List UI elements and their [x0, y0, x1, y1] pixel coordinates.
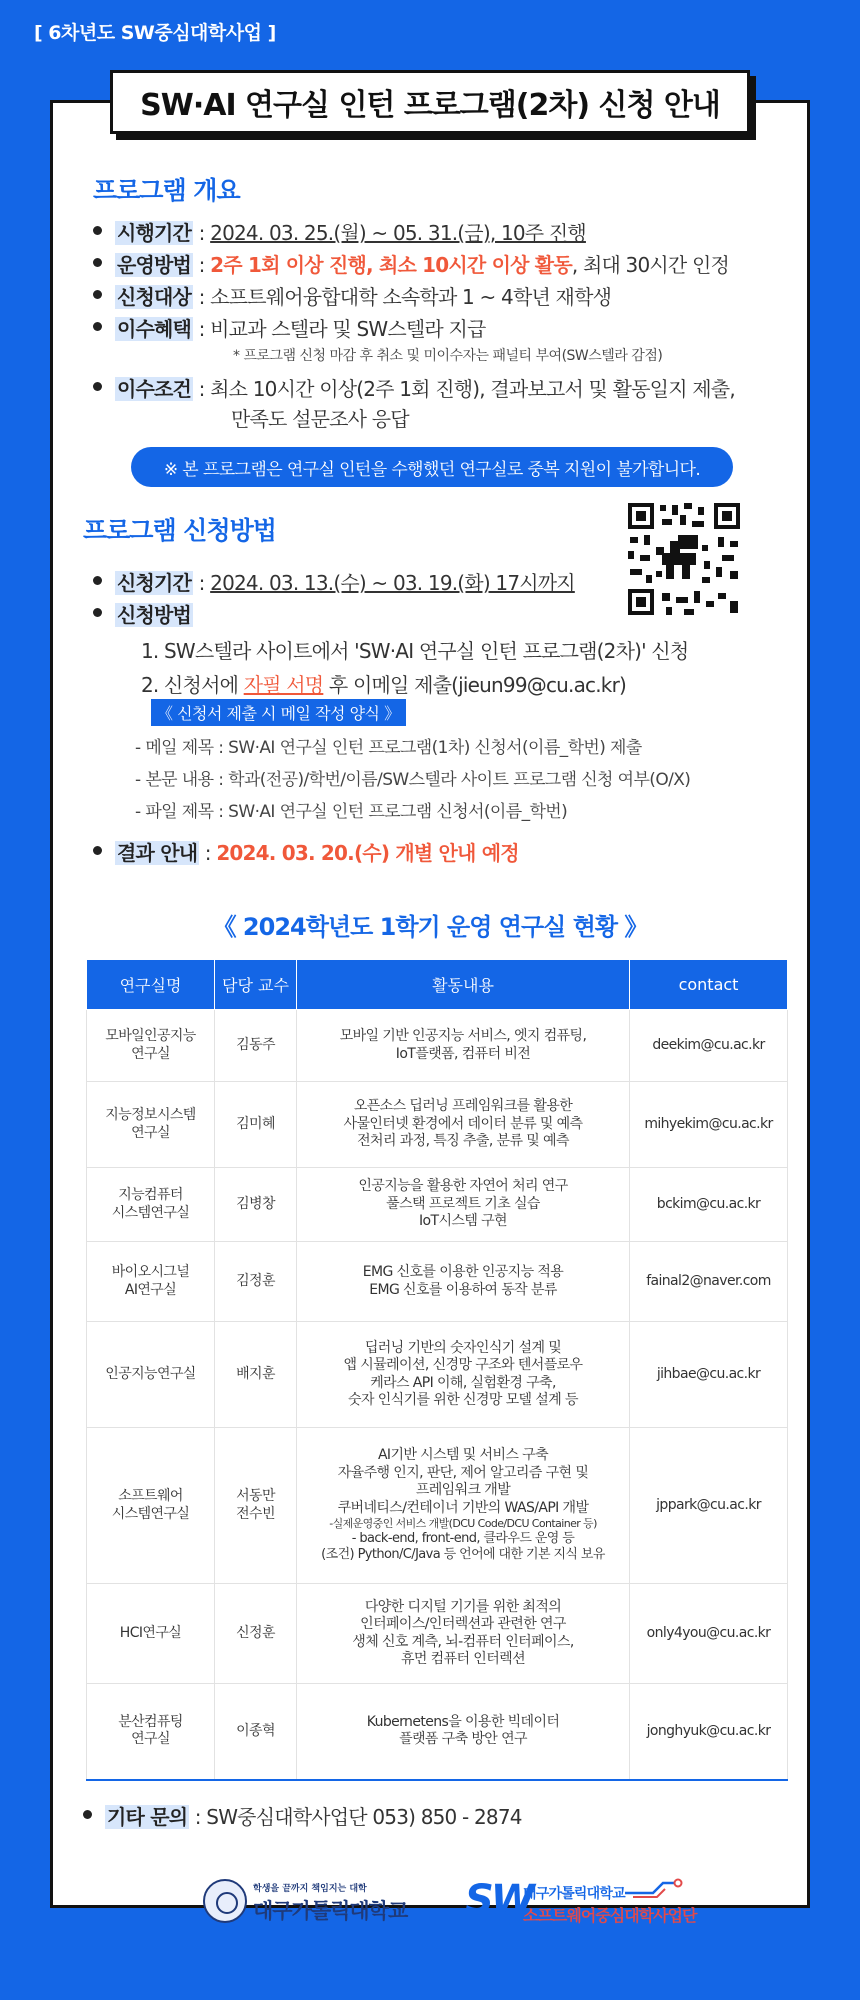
lab-professor-cell: 김정훈 — [215, 1242, 297, 1322]
labs-table — [86, 959, 788, 1781]
mail-form-heading: 《 신청서 제출 시 메일 작성 양식 》 — [151, 699, 406, 726]
labs-heading: 《 2024학년도 1학기 운영 연구실 현황 》 — [212, 913, 648, 941]
lab-contact-cell: bckim@cu.ac.kr — [630, 1168, 788, 1242]
overview-item-target: 신청대상 : 소프트웨어융합대학 소속학과 1 ~ 4학년 재학생 — [115, 281, 611, 310]
mail-form-line: - 본문 내용 : 학과(전공)/학번/이름/SW스텔라 사이트 프로그램 신청 여부(O/X) — [135, 770, 691, 790]
col-header-lab: 연구실명 — [87, 960, 215, 1010]
lab-contact-cell: jppark@cu.ac.kr — [630, 1428, 788, 1584]
sw-logo-mark: SW — [465, 1877, 532, 1923]
footer-logos — [203, 1873, 697, 1933]
inquiry-contact: 기타 문의 : SW중심대학사업단 053) 850 - 2874 — [105, 1801, 522, 1830]
lab-name-cell: 소프트웨어 시스템연구실 — [87, 1428, 215, 1584]
university-slogan: 학생을 끝까지 책임지는 대학 — [253, 1884, 367, 1894]
apply-heading: 프로그램 신청방법 — [83, 516, 276, 545]
lab-professor-cell: 김미혜 — [215, 1082, 297, 1168]
apply-step-2: 2. 신청서에 자필 서명 후 이메일 제출(jieun99@cu.ac.kr) — [141, 673, 626, 697]
mail-form-line: - 파일 제목 : SW·AI 연구실 인턴 프로그램 신청서(이름_학번) — [135, 802, 568, 822]
lab-activity-cell: 딥러닝 기반의 숫자인식기 설계 및 앱 시뮬레이션, 신경망 구조와 텐서플로우 케라스 API 이해, 실험환경 구축, 숫자 인식기를 위한 신경망 모델 설계 등 — [297, 1322, 630, 1428]
lab-professor-cell: 배지훈 — [215, 1322, 297, 1428]
result-notice: 결과 안내 : 2024. 03. 20.(수) 개별 안내 예정 — [115, 837, 519, 866]
col-header-professor: 담당 교수 — [215, 960, 297, 1010]
lab-activity-cell: EMG 신호를 이용한 인공지능 적용 EMG 신호를 이용하여 동작 분류 — [297, 1242, 630, 1322]
university-seal-icon — [203, 1879, 247, 1923]
mail-form-line: - 메일 제목 : SW·AI 연구실 인턴 프로그램(1차) 신청서(이름_학번) 제출 — [135, 738, 642, 758]
circuit-swoosh-icon — [623, 1877, 683, 1899]
col-header-activity: 활동내용 — [297, 960, 630, 1010]
condition-continuation: 만족도 설문조사 응답 — [231, 407, 409, 431]
labs-header-row — [87, 960, 788, 1010]
lab-professor-cell: 신정훈 — [215, 1584, 297, 1684]
overview-heading: 프로그램 개요 — [93, 176, 240, 205]
duplicate-notice: ※ 본 프로그램은 연구실 인턴을 수행했던 연구실로 중복 지원이 불가합니다. — [131, 447, 733, 487]
overview-item-method: 운영방법 : 2주 1회 이상 진행, 최소 10시간 이상 활동, 최대 30시간 인정 — [115, 249, 729, 278]
lab-name-cell: 모바일인공지능 연구실 — [87, 1010, 215, 1082]
sw-logo-line1: 대구가톨릭대학교 — [523, 1886, 625, 1902]
lab-activity-cell: 오픈소스 딥러닝 프레임워크를 활용한 사물인터넷 환경에서 데이터 분류 및 예측 전처리 과정, 특징 추출, 분류 및 예측 — [297, 1082, 630, 1168]
lab-row — [87, 1684, 788, 1780]
overview-item-condition: 이수조건 : 최소 10시간 이상(2주 1회 진행), 결과보고서 및 활동일지 제출, — [115, 373, 735, 402]
lab-name-cell: 지능컴퓨터 시스템연구실 — [87, 1168, 215, 1242]
overview-item-benefit: 이수혜택 : 비교과 스텔라 및 SW스텔라 지급 — [115, 313, 486, 342]
lab-row — [87, 1322, 788, 1428]
lab-row — [87, 1584, 788, 1684]
page-title: SW·AI 연구실 인턴 프로그램(2차) 신청 안내 — [140, 88, 720, 123]
sw-logo-line2: 소프트웨어중심대학사업단 — [523, 1906, 697, 1925]
university-name: 대구가톨릭대학교 — [253, 1899, 408, 1923]
lab-contact-cell: fainal2@naver.com — [630, 1242, 788, 1322]
lab-row — [87, 1242, 788, 1322]
lab-name-cell: 지능정보시스템 연구실 — [87, 1082, 215, 1168]
lab-row — [87, 1168, 788, 1242]
lab-row — [87, 1082, 788, 1168]
lab-activity-cell: AI기반 시스템 및 서비스 구축 자율주행 인지, 판단, 제어 알고리즘 구현 및 프레임워크 개발 쿠버네티스/컨테이너 기반의 WAS/API 개발 -실제운영중인 서비스 개발(DCU Code/DCU Container 등) - back-end, front-end, 클라우드 운영 등 (조건) Python/C/Java 등 언어에 대한 기본 지식 보유 — [297, 1428, 630, 1584]
lab-activity-cell: 다양한 디지털 기기를 위한 최적의 인터페이스/인터렉션과 관련한 연구 생체 신호 계측, 뇌-컴퓨터 인터페이스, 휴먼 컴퓨터 인터렉션 — [297, 1584, 630, 1684]
lab-contact-cell: only4you@cu.ac.kr — [630, 1584, 788, 1684]
content-card — [50, 100, 810, 1925]
lab-professor-cell: 김병창 — [215, 1168, 297, 1242]
lab-row — [87, 1428, 788, 1584]
apply-step-1: 1. SW스텔라 사이트에서 'SW·AI 연구실 인턴 프로그램(2차)' 신청 — [141, 639, 689, 663]
lab-name-cell: 바이오시그널 AI연구실 — [87, 1242, 215, 1322]
lab-contact-cell: mihyekim@cu.ac.kr — [630, 1082, 788, 1168]
lab-professor-cell: 서동만 전수빈 — [215, 1428, 297, 1584]
lab-contact-cell: jonghyuk@cu.ac.kr — [630, 1684, 788, 1780]
lab-name-cell: 인공지능연구실 — [87, 1322, 215, 1428]
overview-item-period: 시행기간 : 2024. 03. 25.(월) ~ 05. 31.(금), 10주 진행 — [115, 217, 586, 246]
program-year-tag: [ 6차년도 SW중심대학사업 ] — [34, 22, 276, 44]
qr-code-icon — [626, 501, 742, 617]
lab-activity-cell: 인공지능을 활용한 자연어 처리 연구 풀스택 프로젝트 기초 실습 IoT시스템 구현 — [297, 1168, 630, 1242]
lab-name-cell: HCI연구실 — [87, 1584, 215, 1684]
lab-activity-cell: 모바일 기반 인공지능 서비스, 엣지 컴퓨팅, IoT플랫폼, 컴퓨터 비전 — [297, 1010, 630, 1082]
col-header-contact: contact — [630, 960, 788, 1010]
lab-professor-cell: 이종혁 — [215, 1684, 297, 1780]
lab-professor-cell: 김동주 — [215, 1010, 297, 1082]
lab-contact-cell: jihbae@cu.ac.kr — [630, 1322, 788, 1428]
benefit-note: * 프로그램 신청 마감 후 취소 및 미이수자는 패널티 부여(SW스텔라 감점) — [233, 348, 663, 364]
apply-method: 신청방법 — [115, 599, 193, 628]
apply-period: 신청기간 : 2024. 03. 13.(수) ~ 03. 19.(화) 17시까지 — [115, 567, 575, 596]
lab-row — [87, 1010, 788, 1082]
page-title-box — [110, 70, 750, 134]
lab-contact-cell: deekim@cu.ac.kr — [630, 1010, 788, 1082]
lab-activity-cell: Kubernetens을 이용한 빅데이터 플랫폼 구축 방안 연구 — [297, 1684, 630, 1780]
lab-name-cell: 분산컴퓨팅 연구실 — [87, 1684, 215, 1780]
